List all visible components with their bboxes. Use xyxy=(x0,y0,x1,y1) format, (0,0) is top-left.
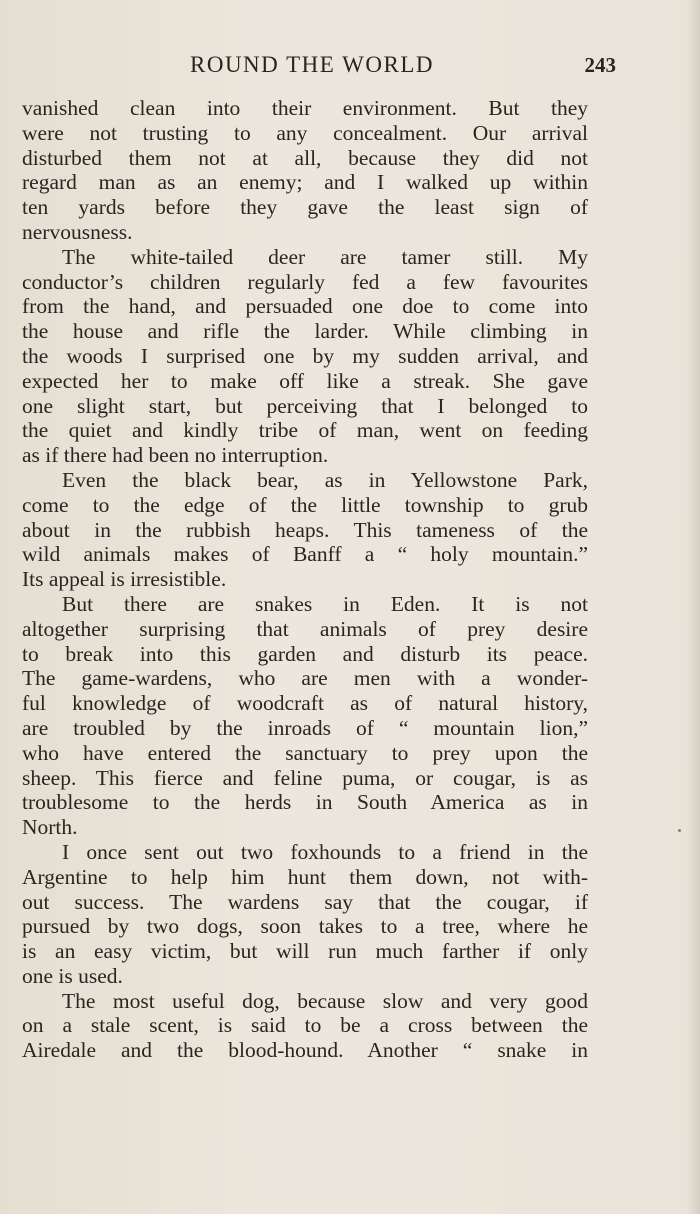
text-line: The game-wardens, who are men with a wonder- xyxy=(22,666,588,691)
text-line: wild animals makes of Banff a “ holy mountain.” xyxy=(22,542,588,567)
text-line: vanished clean into their environment. But they xyxy=(22,96,588,120)
text-line: North. xyxy=(22,815,78,840)
text-line: one slight start, but perceiving that I belonged to xyxy=(22,393,588,418)
text-line: Argentine to help him hunt them down, not with- xyxy=(22,864,588,889)
text-line: on a stale scent, is said to be a cross between the xyxy=(22,1013,588,1038)
text-line: Its appeal is irresistible. xyxy=(22,567,227,592)
text-line: come to the edge of the little township to grub xyxy=(22,492,588,517)
text-line: the quiet and kindly tribe of man, went on feeding xyxy=(22,418,588,443)
running-head xyxy=(24,52,616,82)
text-line: I once sent out two foxhounds to a friend in the xyxy=(62,839,588,864)
text-line: ful knowledge of woodcraft as of natural history, xyxy=(22,691,588,716)
text-line: disturbed them not at all, because they did not xyxy=(22,145,588,170)
text-line: as if there had been no interruption. xyxy=(22,443,329,468)
page-number: 243 xyxy=(584,53,616,77)
text-line: But there are snakes in Eden. It is not xyxy=(62,591,588,616)
text-line: are troubled by the inroads of “ mountain lion,” xyxy=(22,715,588,740)
text-line: were not trusting to any concealment. Our arrival xyxy=(22,120,588,145)
text-line: is an easy victim, but will run much farther if only xyxy=(22,939,588,964)
text-line: expected her to make off like a streak. She gave xyxy=(22,368,588,393)
text-line: ten yards before they gave the least sign of xyxy=(22,195,588,220)
text-line: from the hand, and persuaded one doe to come into xyxy=(22,294,588,319)
text-line: nervousness. xyxy=(22,219,133,244)
text-line: out success. The wardens say that the cougar, if xyxy=(22,889,588,914)
text-line: Airedale and the blood-hound. Another “ snake in xyxy=(22,1038,588,1063)
text-line: sheep. This fierce and feline puma, or cougar, is as xyxy=(22,765,588,790)
paper-speck xyxy=(678,829,681,832)
text-line: troublesome to the herds in South America as in xyxy=(22,790,588,815)
text-line: regard man as an enemy; and I walked up within xyxy=(22,170,588,195)
text-line: the house and rifle the larder. While climbing in xyxy=(22,319,588,344)
text-line: who have entered the sanctuary to prey upon the xyxy=(22,740,588,765)
running-head-title: ROUND THE WORLD xyxy=(190,52,434,77)
text-line: the woods I surprised one by my sudden arrival, and xyxy=(22,343,588,368)
text-line: Even the black bear, as in Yellowstone Park, xyxy=(62,467,588,492)
text-line: to break into this garden and disturb its peace. xyxy=(22,641,588,666)
body-text xyxy=(22,96,588,1063)
page-edge-shadow xyxy=(686,0,700,1214)
text-line: about in the rubbish heaps. This tameness of the xyxy=(22,517,588,542)
text-line: The most useful dog, because slow and very good xyxy=(62,988,588,1013)
text-line: conductor’s children regularly fed a few favourites xyxy=(22,269,588,294)
text-line: pursued by two dogs, soon takes to a tree, where he xyxy=(22,914,588,939)
text-line: altogether surprising that animals of prey desire xyxy=(22,616,588,641)
text-line: The white-tailed deer are tamer still. My xyxy=(62,244,588,269)
text-line: one is used. xyxy=(22,963,123,988)
